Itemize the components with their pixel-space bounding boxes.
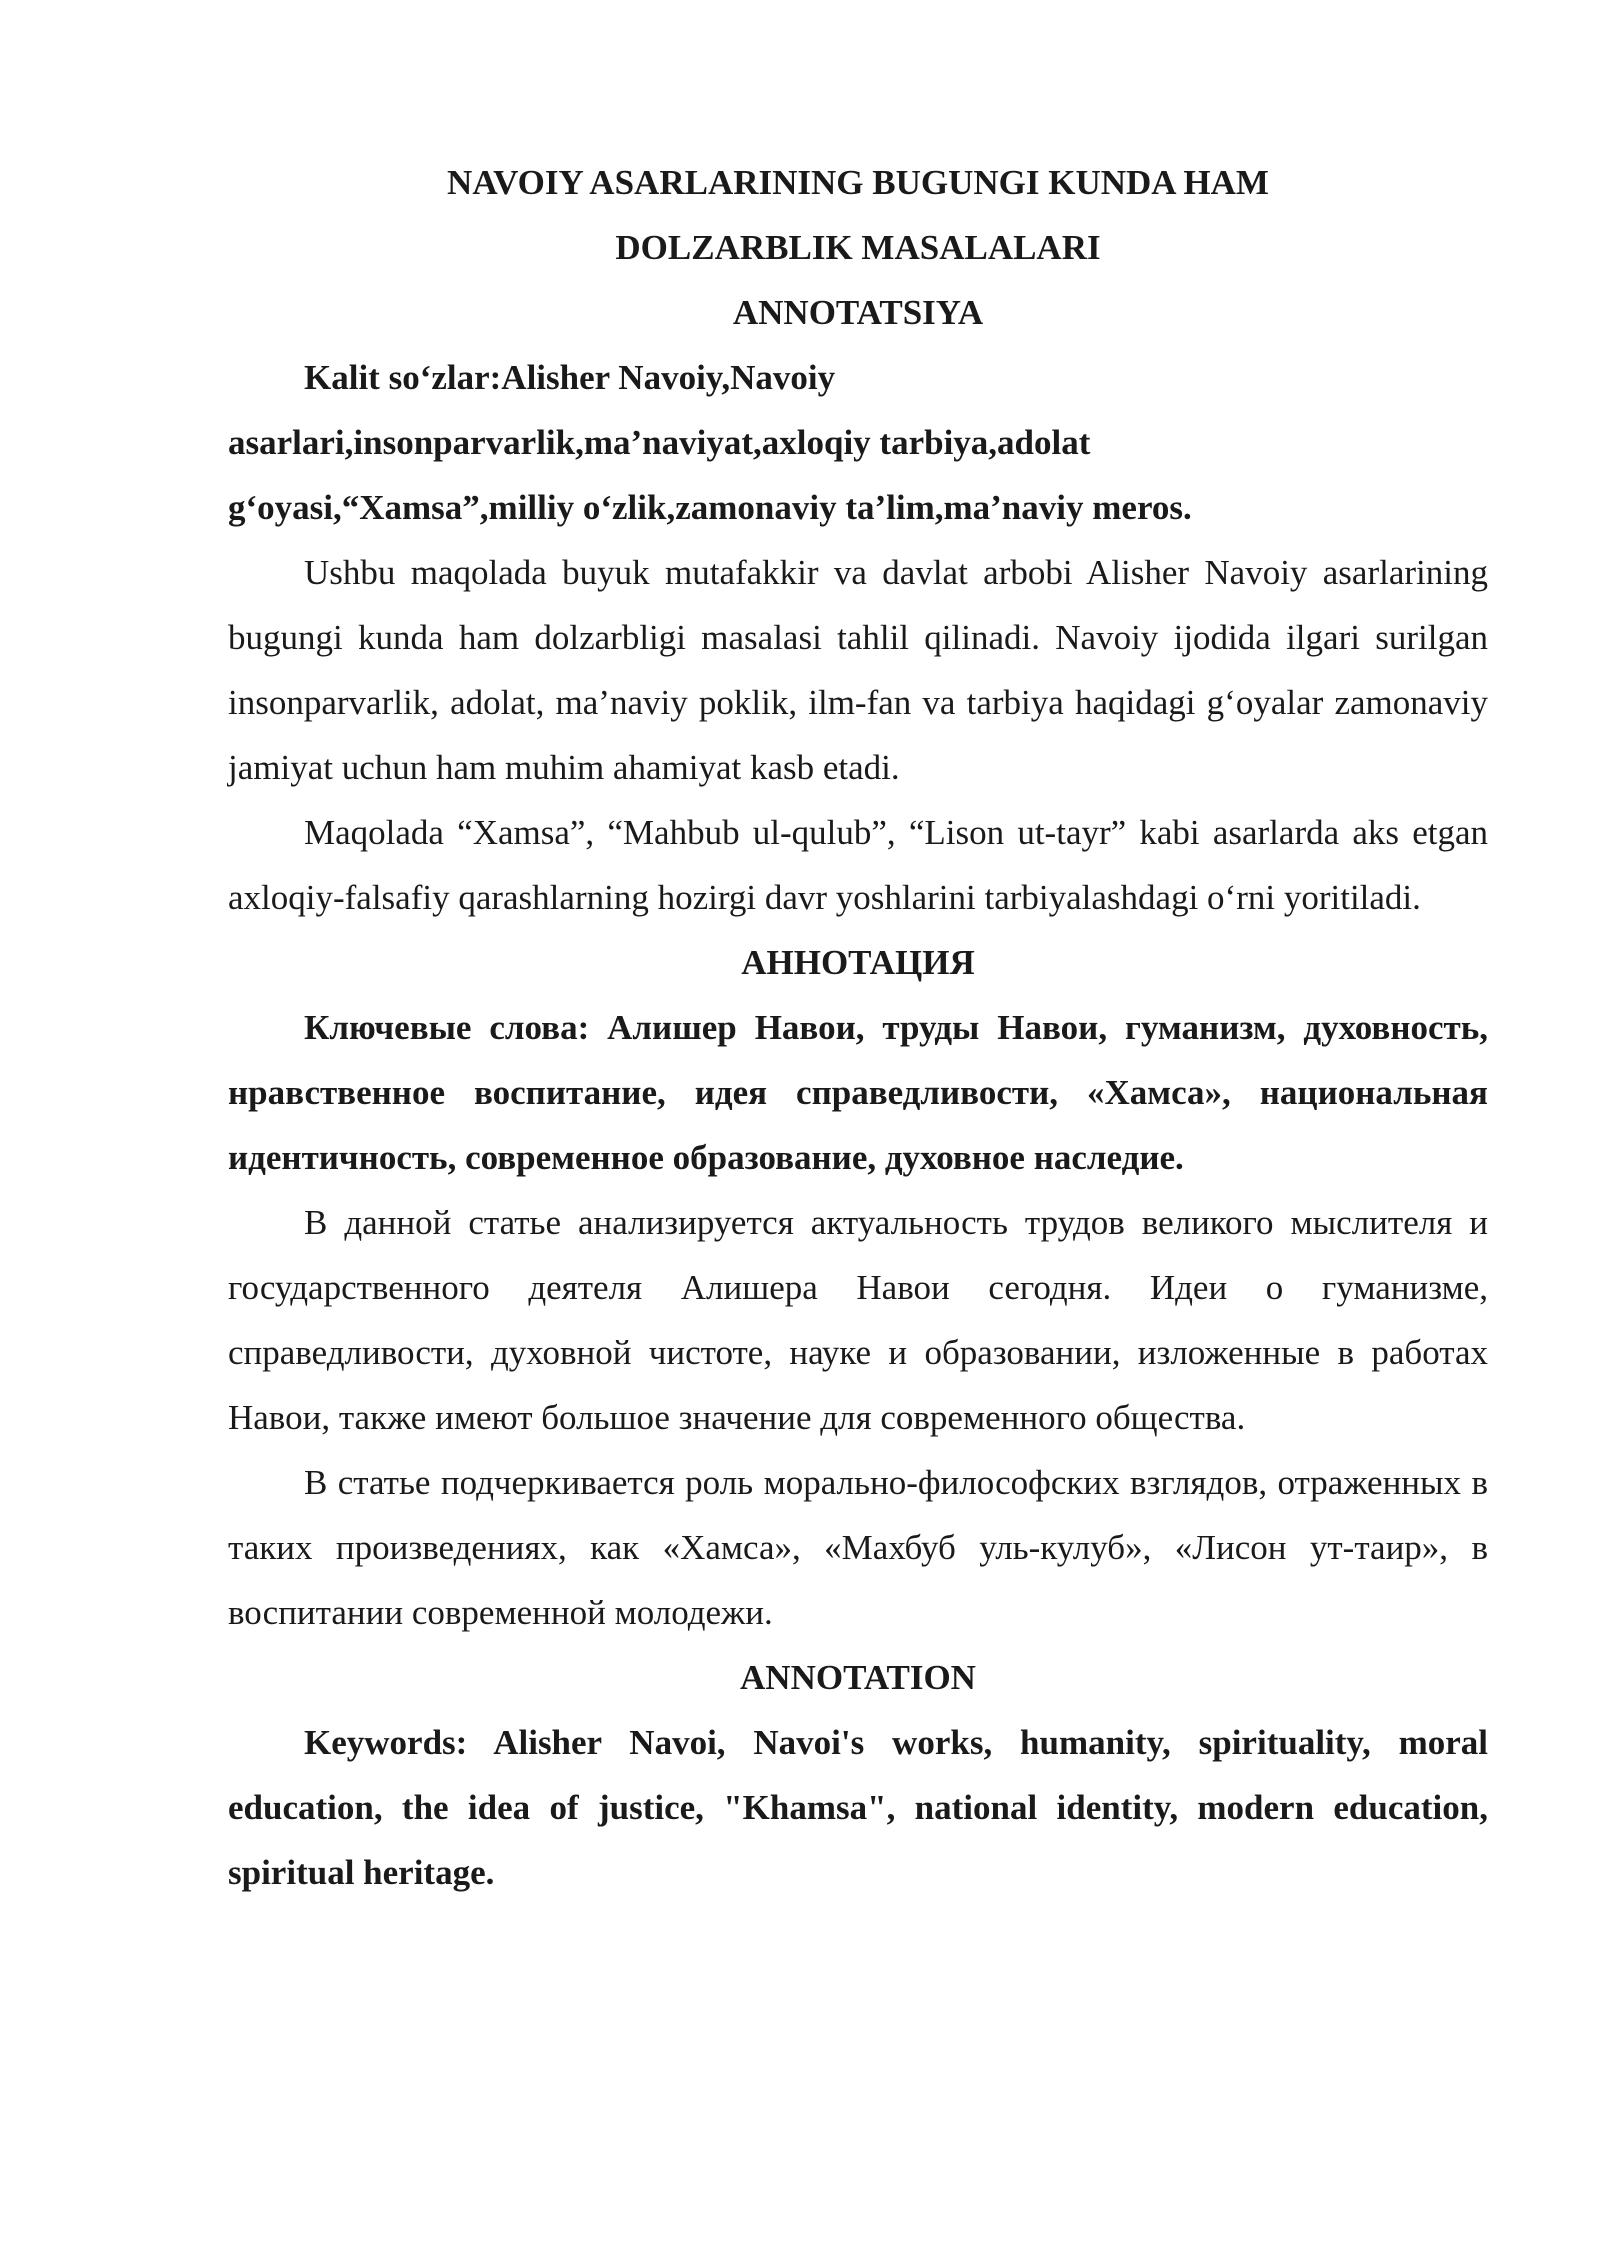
en-keywords: Keywords: Alisher Navoi, Navoi's works, humanity, spirituality, moral education, the idea of justice, "Khamsa", national identity, modern education, spiritual heritage. [228,1723,1488,1892]
uz-annotation-heading: ANNOTATSIYA [732,293,984,332]
uz-keywords [228,345,1488,540]
ru-keywords: Ключевые слова: Алишер Навои, труды Навои, гуманизм, духовность, нравственное воспитание, идея справедливости, «Хамса», национальная идентичность, современное образование, духовное наследие. [228,1008,1488,1177]
uz-paragraph-2: Maqolada “Xamsa”, “Mahbub ul-qulub”, “Lison ut-tayr” kabi asarlarda aks etgan axloqiy-falsafiy qarashlarning hozirgi davr yoshlarini tarbiyalashdagi o‘rni yoritiladi. [228,813,1488,917]
ru-paragraph-2: В статье подчеркивается роль морально-философских взглядов, отраженных в таких произведениях, как «Хамса», «Махбуб уль-кулуб», «Лисон ут-таир», в воспитании современной молодежи. [228,1463,1488,1632]
uz-keywords-line-3: g‘oyasi,“Xamsa”,milliy o‘zlik,zamonaviy ta’lim,ma’naviy meros. [228,488,1192,527]
uz-keywords-line-2: asarlari,insonparvarlik,ma’naviyat,axloqiy tarbiya,adolat [228,423,1091,462]
title-line-1: NAVOIY ASARLARINING BUGUNGI KUNDA HAM [447,163,1269,202]
title-line-2: DOLZARBLIK MASALALARI [615,228,1101,267]
ru-paragraph-1: В данной статье анализируется актуальность трудов великого мыслителя и государственного деятеля Алишера Навои сегодня. Идеи о гуманизме, справедливости, духовной чистоте, науке и образовании, изложенные в работах Навои, также имеют большое значение для современного общества. [228,1203,1488,1437]
en-annotation-heading: ANNOTATION [740,1658,976,1697]
uz-paragraph-1: Ushbu maqolada buyuk mutafakkir va davlat arbobi Alisher Navoiy asarlarining bugungi kunda ham dolzarbligi masalasi tahlil qilinadi. Navoiy ijodida ilgari surilgan insonparvarlik, adolat, ma’naviy poklik, ilm-fan va tarbiya haqidagi g‘oyalar zamonaviy jamiyat uchun ham muhim ahamiyat kasb etadi. [228,553,1488,787]
ru-annotation-heading: АННОТАЦИЯ [741,943,975,982]
uz-keywords-line-1: Kalit so‘zlar:Alisher Navoiy,Navoiy [304,358,836,397]
